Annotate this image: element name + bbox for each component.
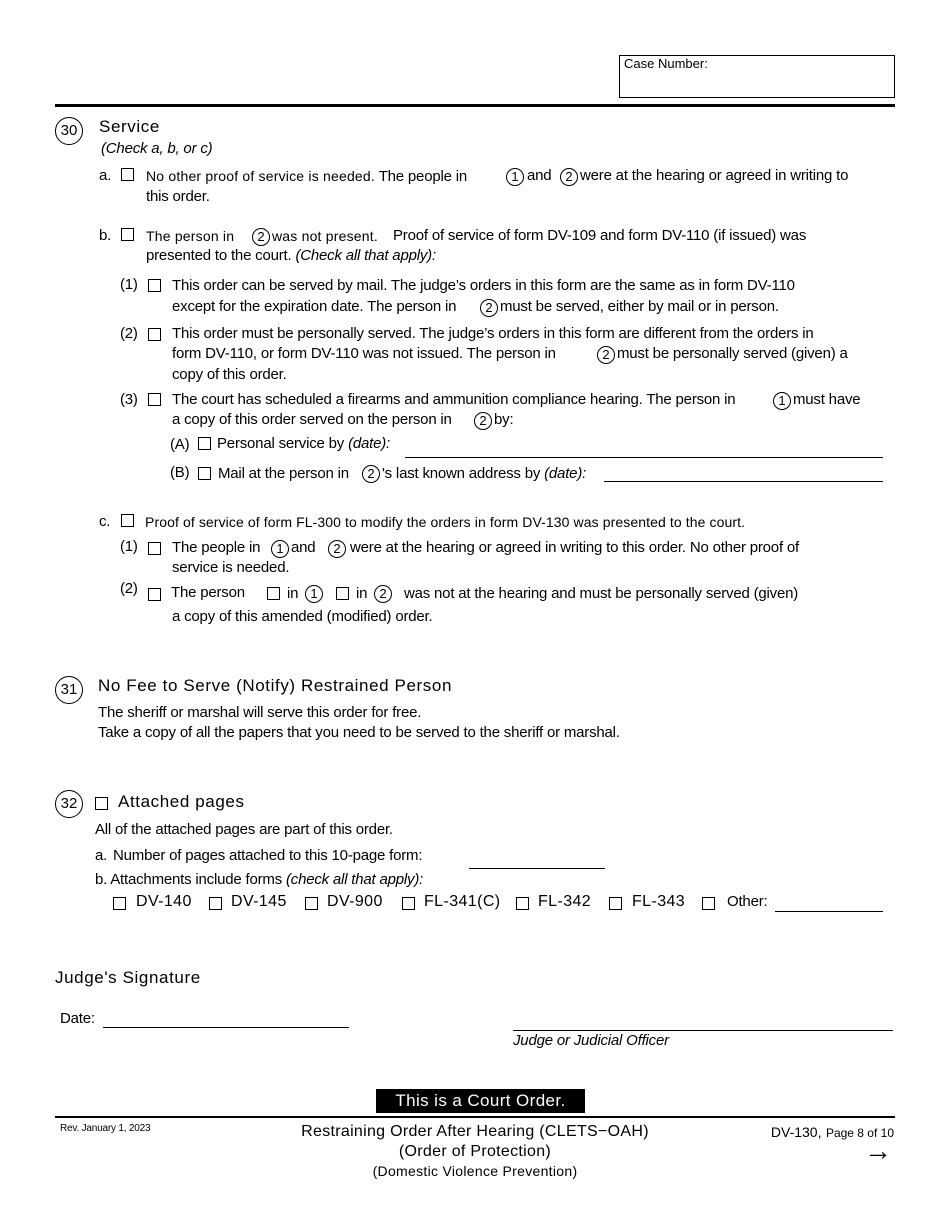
item-number-32: 32 [55,790,83,818]
section-title-no-fee: No Fee to Serve (Notify) Restrained Person [98,676,453,695]
section-title-service: Service [99,117,160,136]
circled-2: 2 [328,540,346,558]
item-30b2-line1: This order must be personally served. The judge’s orders in this form are different from the orders in [172,325,814,342]
item-30c1-label: (1) [120,538,138,555]
item-30b-lead: The person in [146,228,235,244]
checkbox-30b3[interactable] [148,393,161,406]
checkbox-dv-900[interactable] [305,897,318,910]
item-a-label: a. [99,167,112,184]
checkbox-30c1[interactable] [148,542,161,555]
checkbox-30c2-person1[interactable] [267,587,280,600]
form-dv-140: DV-140 [136,893,192,910]
item-30c2-person: The person [171,584,245,601]
circled-1: 1 [506,168,524,186]
form-dv-900: DV-900 [327,893,383,910]
item-30b1-line1: This order can be served by mail. The judge’s orders in this form are the same as in form DV-110 [172,277,795,294]
checkbox-fl-343[interactable] [609,897,622,910]
form-id: DV-130, [770,1124,822,1140]
item-30b3-line1-end: must have [793,391,861,408]
item-30b2-line3: copy of this order. [172,366,287,383]
item-30b-line2: presented to the court. (Check all that apply): [146,247,436,264]
checkbox-30b1[interactable] [148,279,161,292]
item-30b3-line2-end: by: [494,411,514,428]
checkbox-30c[interactable] [121,514,134,527]
item-30b2-line2-end: must be personally served (given) a [617,345,848,362]
checkbox-dv-140[interactable] [113,897,126,910]
checkbox-32[interactable] [95,797,108,810]
item-30c1-end: were at the hearing or agreed in writing to this order. No other proof of [350,539,799,556]
checkbox-30b3A[interactable] [198,437,211,450]
item-30b3B-end: 's last known address by (date): [382,465,587,482]
mail-service-date-field[interactable] [604,481,883,482]
item-30b1-label: (1) [120,276,138,293]
s32-line1: All of the attached pages are part of this order. [95,821,393,838]
item-30b3A-label: (A) [170,436,190,453]
item-30a-line2: this order. [146,188,210,205]
form-fl-343: FL-343 [632,893,686,910]
item-30b1-line2-start: except for the expiration date. The person in [172,298,457,315]
item-number-30: 30 [55,117,83,145]
court-order-text: This is a Court Order. [395,1091,566,1110]
s32-a-text: Number of pages attached to this 10-page form: [113,847,423,864]
date-label: Date: [60,1010,95,1027]
form-fl-342: FL-342 [538,893,592,910]
circled-2: 2 [374,585,392,603]
item-30a-and: and [527,167,552,184]
item-30c1-line2: service is needed. [172,559,290,576]
checkbox-30b3B[interactable] [198,467,211,480]
item-30c2-label: (2) [120,580,138,597]
item-30c1-and: and [291,539,316,556]
pages-attached-field[interactable] [469,868,605,869]
header-rule [55,104,895,107]
checkbox-dv-145[interactable] [209,897,222,910]
footer-rule [55,1116,895,1118]
personal-service-date-field[interactable] [405,457,883,458]
item-30b3B-start: Mail at the person in [218,465,349,482]
item-30b3-line1-start: The court has scheduled a firearms and ammunition compliance hearing. The person in [172,391,736,408]
item-number-31: 31 [55,676,83,704]
item-30b-lead2: was not present. [272,228,378,244]
s31-line2: Take a copy of all the papers that you need to be served to the sheriff or marshal. [98,724,620,741]
item-30b3-line2-start: a copy of this order served on the person in [172,411,452,428]
item-30c2-end: was not at the hearing and must be personally served (given) [404,585,799,602]
item-30b1-line2-end: must be served, either by mail or in person. [500,298,779,315]
item-30b3B-label: (B) [170,464,190,481]
circled-2: 2 [480,299,498,317]
item-30b3A-text: Personal service by (date): [217,435,391,452]
judge-signature-title: Judge's Signature [55,968,201,987]
s32-a-label: a. [95,847,108,864]
revision-date: Rev. January 1, 2023 [60,1123,151,1134]
checkbox-30b2[interactable] [148,328,161,341]
circled-2: 2 [362,465,380,483]
checkbox-other[interactable] [702,897,715,910]
next-page-arrow-icon[interactable]: → [864,1135,892,1166]
checkbox-30b[interactable] [121,228,134,241]
signature-date-field[interactable] [103,1027,349,1028]
s31-line1: The sheriff or marshal will serve this order for free. [98,704,422,721]
checkbox-30c2[interactable] [148,588,161,601]
circled-2: 2 [597,346,615,364]
form-other-label: Other: [727,893,768,910]
other-form-field[interactable] [775,911,883,912]
item-30b3-label: (3) [120,391,138,408]
circled-1: 1 [305,585,323,603]
form-fl-341c: FL-341(C) [424,893,501,910]
case-number-box[interactable] [619,55,895,98]
s32-b-text: b. Attachments include forms (check all that apply): [95,871,424,888]
court-order-banner [376,1089,585,1113]
section-title-attached: Attached pages [118,792,245,811]
item-30b2-label: (2) [120,325,138,342]
footer-title-block [250,1122,700,1180]
item-30b2-line2-start: form DV-110, or form DV-110 was not issued. The person in [172,345,556,362]
checkbox-fl-342[interactable] [516,897,529,910]
checkbox-fl-341c[interactable] [402,897,415,910]
item-30c2-line2: a copy of this amended (modified) order. [172,608,433,625]
case-number-label: Case Number: [624,56,708,71]
judge-label: Judge or Judicial Officer [513,1032,669,1049]
page-indicator: Page 8 of 10 [825,1126,894,1140]
form-dv-145: DV-145 [231,893,287,910]
circled-2: 2 [560,168,578,186]
circled-2: 2 [252,228,270,246]
item-30a-line1-end: were at the hearing or agreed in writing to [580,167,849,184]
item-c-label: c. [99,513,111,530]
checkbox-30c2-person2[interactable] [336,587,349,600]
item-30c1-start: The people in [172,539,261,556]
footer-title-1: Restraining Order After Hearing (CLETS−OAH) [301,1123,649,1140]
footer-title-2: (Order of Protection) [398,1143,552,1160]
item-30a-line1: No other proof of service is needed. The people in [146,168,467,185]
section-subtitle: (Check a, b, or c) [101,140,213,157]
checkbox-30a[interactable] [121,168,134,181]
circled-1: 1 [271,540,289,558]
item-b-label: b. [99,227,112,244]
circled-1: 1 [773,392,791,410]
item-30c2-in2: in [356,585,368,602]
footer-title-3: (Domestic Violence Prevention) [372,1163,578,1179]
item-30b-line1-end: Proof of service of form DV-109 and form DV-110 (if issued) was [393,227,807,244]
item-30c2-in1: in [287,585,299,602]
item-30c-text: Proof of service of form FL-300 to modify the orders in form DV-130 was presented to the court. [145,514,746,530]
circled-2: 2 [474,412,492,430]
